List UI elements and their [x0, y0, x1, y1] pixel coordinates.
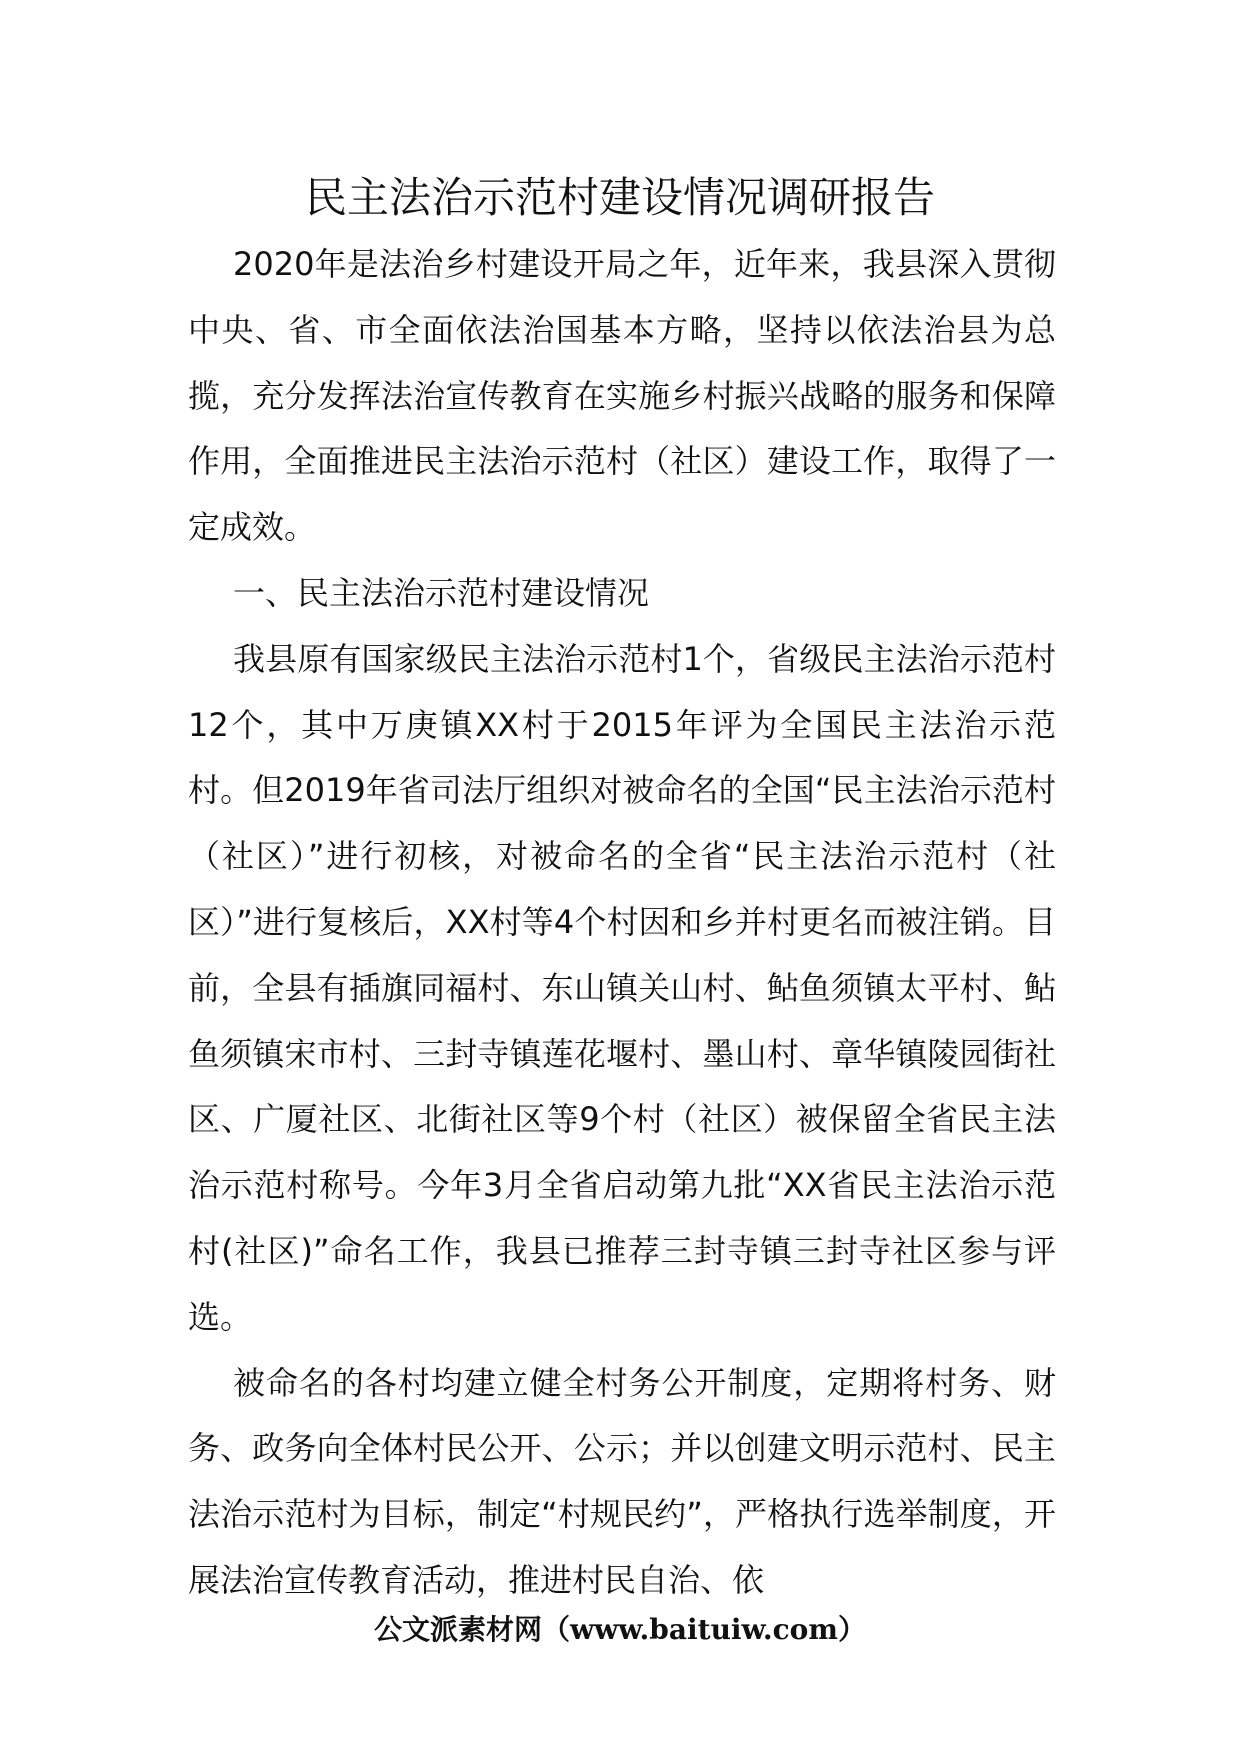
footer-watermark: 公文派素材网（www.baituiw.com）: [374, 1613, 866, 1646]
section-heading-1: 一、民主法治示范村建设情况: [233, 573, 650, 612]
paragraph-status: 我县原有国家级民主法治示范村1个，省级民主法治示范村12个，其中万庚镇XX村于2015年评为全国民主法治示范村。但2019年省司法厅组织对被命名的全国“民主法治示范村（社区）”进行初核，对被命名的全省“民主法治示范村（社区）”进行复核后，XX村等4个村因和乡并村更名而被注销。目前，全县有插旗同福村、东山镇关山村、鲇鱼须镇太平村、鲇鱼须镇宋市村、三封寺镇莲花堰村、墨山村、章华镇陵园街社区、广厦社区、北街社区等9个村（社区）被保留全省民主法治示范村称号。今年3月全省启动第九批“XX省民主法治示范村(社区)”命名工作，我县已推荐三封寺镇三封寺社区参与评选。: [188, 639, 1056, 1336]
document-body: [188, 232, 1056, 1614]
document-title: 民主法治示范村建设情况调研报告: [304, 173, 935, 222]
paragraph-measures: 被命名的各村均建立健全村务公开制度，定期将村务、财务、政务向全体村民公开、公示；并以创建文明示范村、民主法治示范村为目标，制定“村规民约”，严格执行选举制度，开展法治宣传教育活动，推进村民自治、依: [188, 1363, 1056, 1599]
paragraph-intro: 2020年是法治乡村建设开局之年，近年来，我县深入贯彻中央、省、市全面依法治国基本方略，坚持以依法治县为总揽，充分发挥法治宣传教育在实施乡村振兴战略的服务和保障作用，全面推进民主法治示范村（社区）建设工作，取得了一定成效。: [188, 245, 1056, 547]
